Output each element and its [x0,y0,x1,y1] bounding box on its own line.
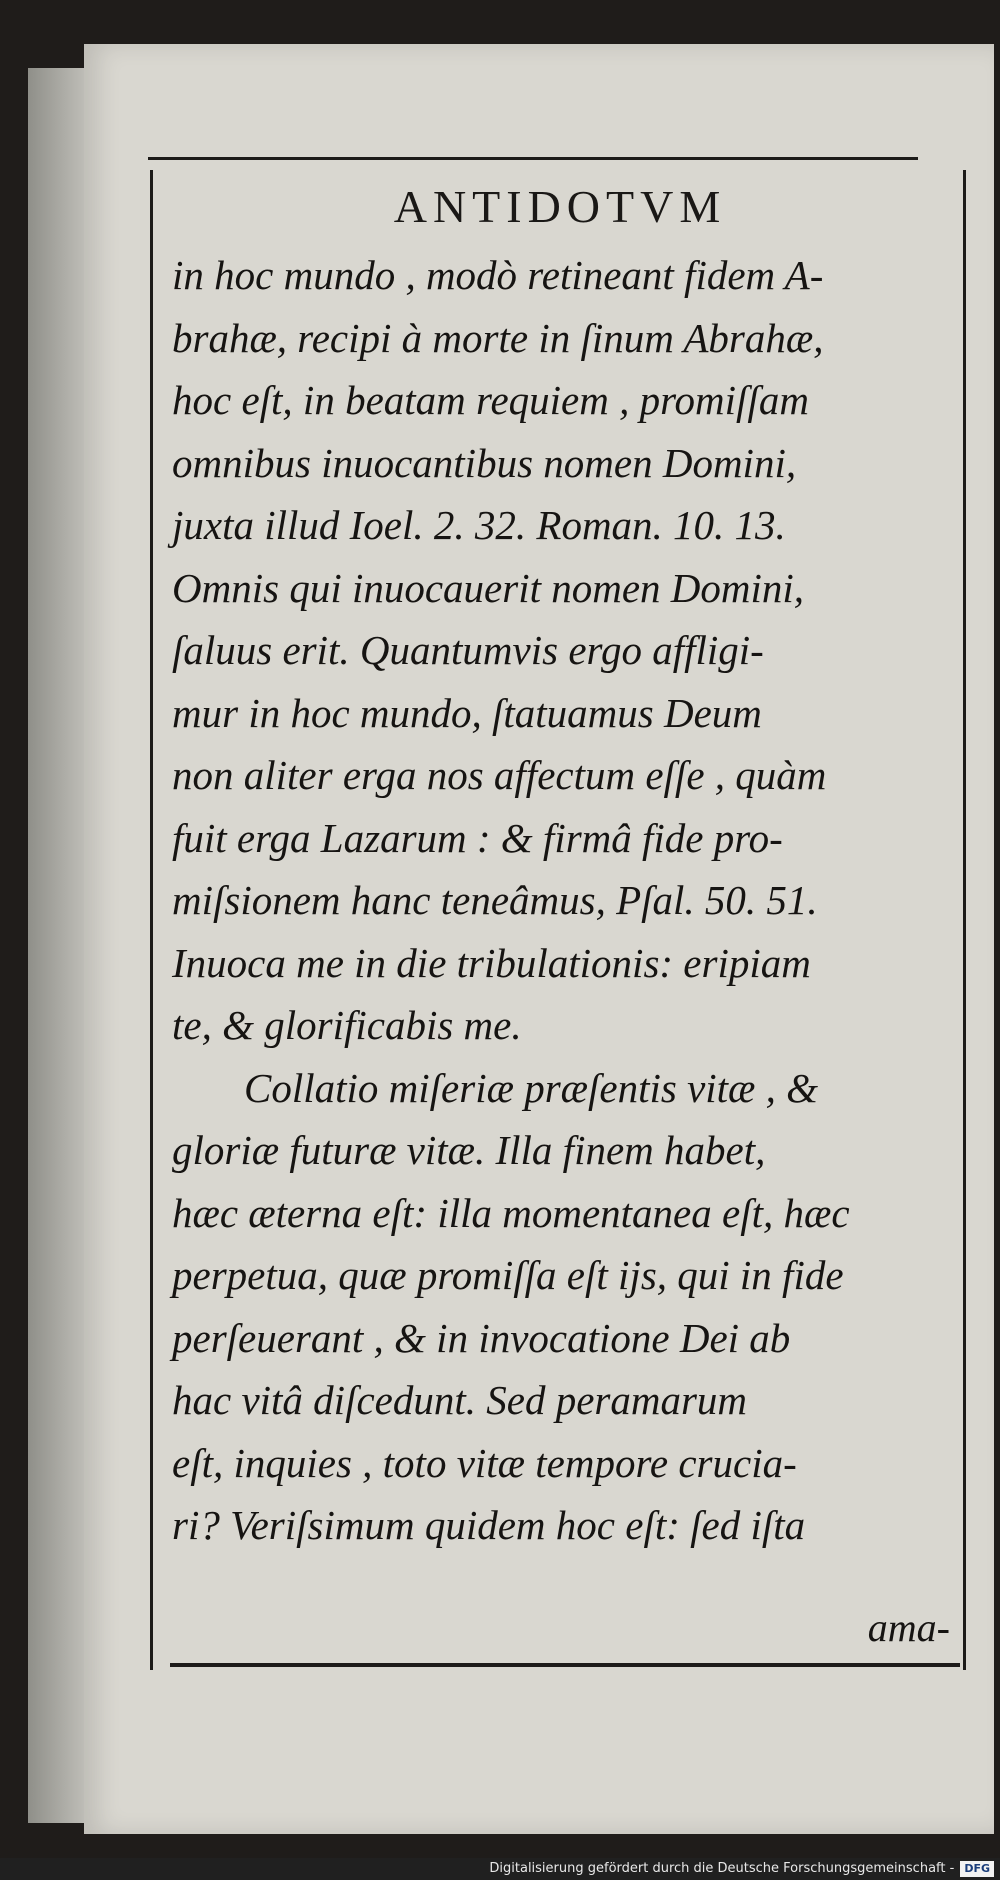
text-line: Inuoca me in die tribulationis: eripiam [172,939,811,986]
text-line: ri? Veriſsimum quidem hoc eſt: ſed iſta [172,1502,806,1548]
text-line: in hoc mundo , modò retineant fidem A- [172,252,824,298]
text-line: hac vitâ diſcedunt. Sed peramarum [172,1377,748,1423]
text-line: te, & glorificabis me. [172,1002,522,1048]
text-line: non aliter erga nos affectum eſſe , quàm [172,752,827,798]
frame-rule-bottom [170,1663,960,1667]
text-line: juxta illud Ioel. 2. 32. Roman. 10. 13. [172,502,786,548]
text-line: brahæ, recipi à morte in ſinum Abrahæ, [172,314,824,361]
frame-rule-right [963,170,966,1670]
body-text [172,244,957,1557]
text-line: perpetua, quæ promiſſa eſt ijs, qui in fide [172,1252,844,1298]
text-line: Omnis qui inuocauerit nomen Domini, [172,564,805,611]
dfg-logo: DFG [960,1861,994,1877]
text-line: perſeuerant , & in invocatione Dei ab [172,1314,791,1361]
text-line: miſsionem hanc teneâmus, Pſal. 50. 51. [172,877,818,923]
text-line: hæc æterna eſt: illa momentanea eſt, hæc [172,1189,850,1236]
text-line: fuit erga Lazarum : & firmâ fide pro- [172,814,783,861]
text-line: gloriæ futuræ vitæ. Illa finem habet, [172,1127,766,1173]
credit-text: Digitalisierung gefördert durch die Deutsche Forschungsgemeinschaft - [489,1861,955,1876]
text-line: omnibus inuocantibus nomen Domini, [172,439,797,486]
text-line: eſt, inquies , toto vitæ tempore crucia- [172,1439,797,1486]
catchword: ama- [867,1605,950,1650]
text-line: mur in hoc mundo, ſtatuamus Deum [172,689,762,736]
running-head: ANTIDOTVM [393,181,727,232]
frame-rule-top [148,157,918,160]
digitization-credit-bar [0,1858,1000,1880]
text-line: ſaluus erit. Quantumvis ergo affligi- [172,627,764,673]
frame-rule-left [150,170,153,1670]
paragraph-start-line: Collatio miſeriæ præſentis vitæ , & [244,1064,819,1111]
text-line: hoc eſt, in beatam requiem , promiſſam [172,377,809,423]
